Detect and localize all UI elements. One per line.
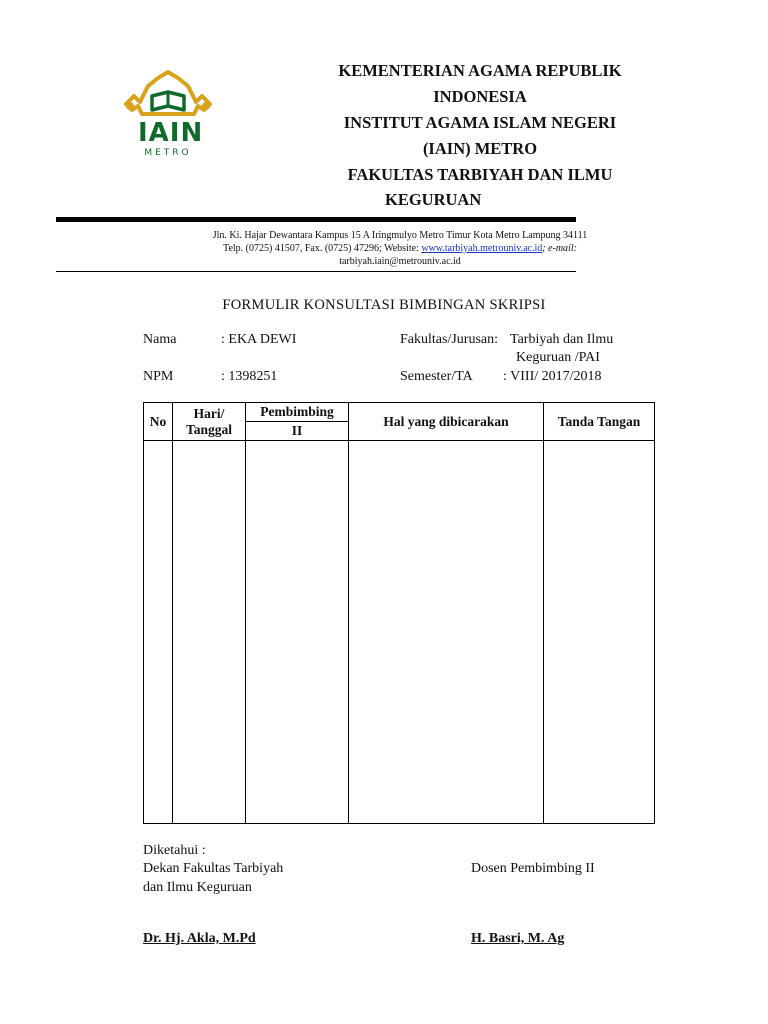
header-line-3: INSTITUT AGAMA ISLAM NEGERI [343,113,617,132]
cell-pembimbing[interactable] [246,441,349,824]
email-address: tarbiyah.iain@metrouniv.ac.id [339,256,461,267]
address-phone: Telp. (0725) 41507, Fax. (0725) 47296; Website: [223,243,422,254]
header-rule-thick [56,217,576,222]
logo-text: IAIN [138,118,204,148]
form-title: FORMULIR KONSULTASI BIMBINGAN SKRIPSI [222,297,546,313]
fakultas-value-2: Keguruan /PAI [516,350,600,365]
col-hari-line2: Tanggal [185,421,233,437]
header-rule-thin [56,271,576,272]
fakultas-value-1: Tarbiyah dan Ilmu [510,332,614,347]
header-line-5: FAKULTAS TARBIYAH DAN ILMU [347,165,613,184]
nama-value: : EKA DEWI [221,332,297,347]
header-line-6: KEGURUAN [385,190,482,209]
col-hari-header [173,403,246,441]
consultation-table [143,402,655,824]
cell-hal[interactable] [349,441,544,824]
dosen-name: H. Basri, M. Ag [471,931,565,946]
col-pembimbing-header: Pembimbing [246,403,349,422]
table-header-row [144,403,655,422]
address-line-1: Jln. Ki. Hajar Dewantara Kampus 15 A Iringmulyo Metro Timur Kota Metro Lampung 34111 [212,230,588,241]
cell-no[interactable] [144,441,173,824]
npm-value: : 1398251 [221,369,278,384]
fakultas-label: Fakultas/Jurusan: [400,332,498,347]
cell-ttd[interactable] [544,441,655,824]
cell-hari[interactable] [173,441,246,824]
header-line-4: (IAIN) METRO [422,139,538,158]
col-hari-line1: Hari/ [193,405,225,421]
col-pembimbing-sub: II [246,422,349,441]
col-hal-header: Hal yang dibicarakan [349,403,544,441]
diketahui-label: Diketahui : [143,843,206,858]
semester-value: : VIII/ 2017/2018 [503,369,602,384]
address-line-2 [175,242,625,255]
nama-label: Nama [143,332,177,347]
table-row [144,441,655,824]
website-link[interactable]: www.tarbiyah.metrouniv.ac.id [421,243,543,254]
npm-label: NPM [143,369,174,384]
header-line-2: INDONESIA [433,87,527,106]
logo-subtext: METRO [144,148,192,158]
email-label: ; e-mail: [542,243,577,254]
col-no-header: No [144,403,173,441]
dosen-title: Dosen Pembimbing II [471,861,595,876]
semester-label: Semester/TA [400,369,473,384]
dekan-title-1: Dekan Fakultas Tarbiyah [143,861,284,876]
col-ttd-header: Tanda Tangan [544,403,655,441]
header-line-1: KEMENTERIAN AGAMA REPUBLIK [338,61,622,80]
dekan-title-2: dan Ilmu Keguruan [143,880,252,895]
dekan-name: Dr. Hj. Akla, M.Pd [143,931,256,946]
